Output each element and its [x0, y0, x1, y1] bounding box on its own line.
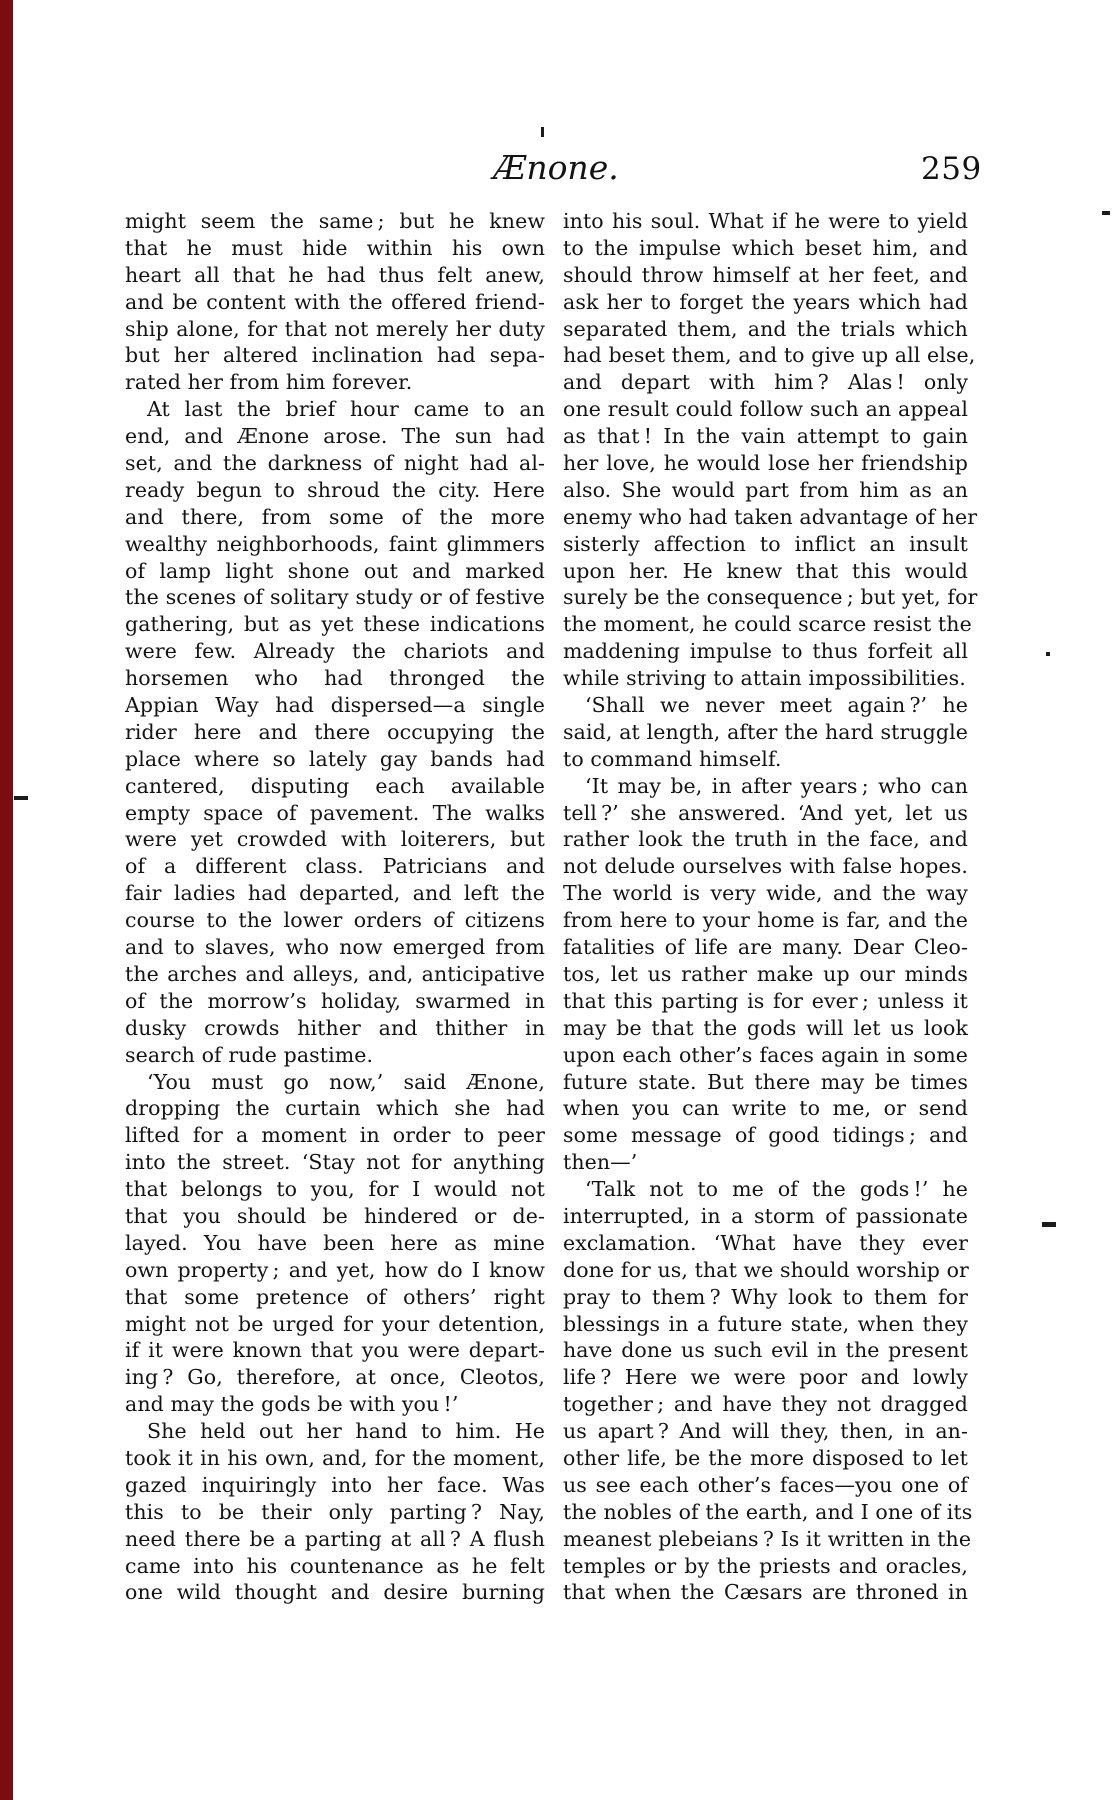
scan-speck-right-margin-top — [1102, 211, 1110, 215]
text-line: other life, be the more disposed to let — [563, 1445, 968, 1470]
text-line: but her altered inclination had sepa- — [125, 343, 545, 368]
text-line: upon each other’s faces again in some — [563, 1042, 968, 1067]
text-line: ‘Shall we never meet again ?’ he — [585, 693, 968, 718]
text-line: end, and Ænone arose. The sun had — [125, 424, 545, 449]
text-line: had beset them, and to give up all else, — [563, 343, 976, 368]
text-line: ship alone, for that not merely her duty — [125, 316, 545, 341]
text-line: separated them, and the trials which — [563, 316, 968, 341]
text-line: if it were known that you were depart- — [125, 1338, 545, 1363]
scan-speck-above-header — [541, 127, 544, 137]
page-number: 259 — [921, 151, 982, 187]
text-line: life ? Here we were poor and lowly — [563, 1365, 968, 1390]
text-line: layed. You have been here as mine — [125, 1230, 545, 1255]
text-line: from here to your home is far, and the — [563, 908, 968, 933]
text-line: need there be a parting at all ? A flush — [125, 1526, 545, 1551]
text-line: ‘It may be, in after years ; who can — [585, 773, 968, 798]
text-line: and depart with him ? Alas ! only — [563, 370, 968, 395]
text-line: cantered, disputing each available — [125, 773, 545, 798]
text-line: some message of good tidings ; and — [563, 1123, 968, 1148]
text-line: this to be their only parting ? Nay, — [125, 1499, 545, 1524]
text-line: that belongs to you, for I would not — [125, 1177, 545, 1202]
text-line: might not be urged for your detention, — [125, 1311, 545, 1336]
text-line: also. She would part from him as an — [563, 477, 968, 502]
text-line: not delude ourselves with false hopes. — [563, 854, 968, 879]
text-line: fatalities of life are many. Dear Cleo- — [563, 935, 968, 960]
text-line: gazed inquiringly into her face. Was — [125, 1472, 545, 1497]
text-line: of lamp light shone out and marked — [125, 558, 545, 583]
text-line: the moment, he could scarce resist the — [563, 612, 972, 637]
text-line: horsemen who had thronged the — [125, 666, 545, 691]
text-line: into the street. ‘Stay not for anything — [125, 1150, 545, 1175]
text-line: while striving to attain impossibilities. — [563, 666, 966, 691]
text-line: rated her from him forever. — [125, 370, 413, 395]
text-line: us see each other’s faces—you one of — [563, 1472, 968, 1497]
text-line: and may the gods be with you !’ — [125, 1392, 459, 1417]
text-line: and there, from some of the more — [125, 504, 545, 529]
text-line: that when the Cæsars are throned in — [563, 1580, 968, 1605]
text-line: place where so lately gay bands had — [125, 746, 545, 771]
text-line: ing ? Go, therefore, at once, Cleotos, — [125, 1365, 545, 1390]
text-line: sisterly affection to inflict an insult — [563, 531, 968, 556]
text-line: to the impulse which beset him, and — [563, 235, 968, 260]
text-line: of the morrow’s holiday, swarmed in — [125, 988, 545, 1013]
text-line: heart all that he had thus felt anew, — [125, 262, 545, 287]
text-line: into his soul. What if he were to yield — [563, 209, 968, 233]
text-line: future state. But there may be times — [563, 1069, 968, 1094]
text-line: ready begun to shroud the city. Here — [125, 477, 545, 502]
text-line: one wild thought and desire burning — [125, 1580, 545, 1605]
text-line: when you can write to me, or send — [563, 1096, 968, 1121]
text-line: gathering, but as yet these indications — [125, 612, 545, 637]
text-line: fair ladies had departed, and left the — [125, 881, 545, 906]
header-title: Ænone. — [493, 148, 619, 187]
text-line: blessings in a future state, when they — [563, 1311, 968, 1336]
text-line: interrupted, in a storm of passionate — [563, 1203, 968, 1228]
text-line: ask her to forget the years which had — [563, 289, 968, 314]
text-line: lifted for a moment in order to peer — [125, 1123, 545, 1148]
text-line: and be content with the offered friend- — [125, 289, 545, 314]
text-column-left — [125, 208, 545, 1606]
text-line: came into his countenance as he felt — [125, 1553, 545, 1578]
text-line: were yet crowded with loiterers, but — [125, 827, 545, 852]
text-line: enemy who had taken advantage of her — [563, 504, 978, 529]
text-line: search of rude pastime. — [125, 1042, 374, 1067]
text-line: that he must hide within his own — [125, 235, 545, 260]
text-line: should throw himself at her feet, and — [563, 262, 968, 287]
text-line: meanest plebeians ? Is it written in the — [563, 1526, 972, 1551]
text-line: one result could follow such an appeal — [563, 397, 968, 422]
text-line: The world is very wide, and the way — [563, 881, 968, 906]
text-line: said, at length, after the hard struggle — [563, 719, 968, 744]
text-line: own property ; and yet, how do I know — [125, 1257, 545, 1282]
text-line: then—’ — [563, 1150, 638, 1175]
text-column-right — [563, 208, 978, 1606]
text-line: were few. Already the chariots and — [125, 639, 545, 664]
text-line: may be that the gods will let us look — [563, 1015, 968, 1040]
text-line: temples or by the priests and oracles, — [563, 1553, 968, 1578]
text-line: the arches and alleys, and, anticipative — [125, 961, 545, 986]
text-line: tos, let us rather make up our minds — [563, 961, 968, 986]
text-line: At last the brief hour came to an — [147, 397, 545, 422]
text-line: took it in his own, and, for the moment, — [125, 1445, 545, 1470]
text-line: set, and the darkness of night had al- — [125, 451, 545, 476]
text-line: of a different class. Patricians and — [125, 854, 545, 879]
text-line: rider here and there occupying the — [125, 719, 545, 744]
scan-speck-left-margin — [14, 796, 28, 800]
text-line: the nobles of the earth, and I one of its — [563, 1499, 973, 1524]
text-line: exclamation. ‘What have they ever — [563, 1230, 968, 1255]
scan-speck-right-margin-mid — [1046, 652, 1050, 656]
text-line: dropping the curtain which she had — [125, 1096, 545, 1121]
text-line: She held out her hand to him. He — [147, 1419, 545, 1444]
text-line: empty space of pavement. The walks — [125, 800, 545, 825]
text-line: upon her. He knew that this would — [563, 558, 968, 583]
text-line: done for us, that we should worship or — [563, 1257, 969, 1282]
text-line: pray to them ? Why look to them for — [563, 1284, 968, 1309]
text-line: tell ?’ she answered. ‘And yet, let us — [563, 800, 968, 825]
text-line: us apart ? And will they, then, in an- — [563, 1419, 968, 1444]
text-line: have done us such evil in the present — [563, 1338, 968, 1363]
text-line: ‘Talk not to me of the gods !’ he — [585, 1177, 968, 1202]
text-line: surely be the consequence ; but yet, for — [563, 585, 978, 610]
running-header — [0, 0, 1120, 200]
text-line: dusky crowds hither and thither in — [125, 1015, 545, 1040]
text-line: might seem the same ; but he knew — [125, 209, 545, 233]
text-line: as that ! In the vain attempt to gain — [563, 424, 968, 449]
text-line: to command himself. — [563, 746, 782, 771]
text-line: together ; and have they not dragged — [563, 1392, 968, 1417]
text-line: course to the lower orders of citizens — [125, 908, 545, 933]
text-line: that some pretence of others’ right — [125, 1284, 545, 1309]
text-line: the scenes of solitary study or of festive — [125, 585, 545, 610]
text-line: ‘You must go now,’ said Ænone, — [147, 1069, 545, 1094]
book-spine-edge — [0, 0, 13, 1800]
text-line: wealthy neighborhoods, faint glimmers — [125, 531, 545, 556]
text-line: and to slaves, who now emerged from — [125, 935, 545, 960]
text-line: that this parting is for ever ; unless it — [563, 988, 968, 1013]
scan-speck-right-margin-low — [1042, 1222, 1056, 1227]
text-line: Appian Way had dispersed—a single — [125, 693, 545, 718]
text-line: that you should be hindered or de- — [125, 1203, 545, 1228]
text-line: her love, he would lose her friendship — [563, 451, 968, 476]
text-line: rather look the truth in the face, and — [563, 827, 968, 852]
text-line: maddening impulse to thus forfeit all — [563, 639, 968, 664]
